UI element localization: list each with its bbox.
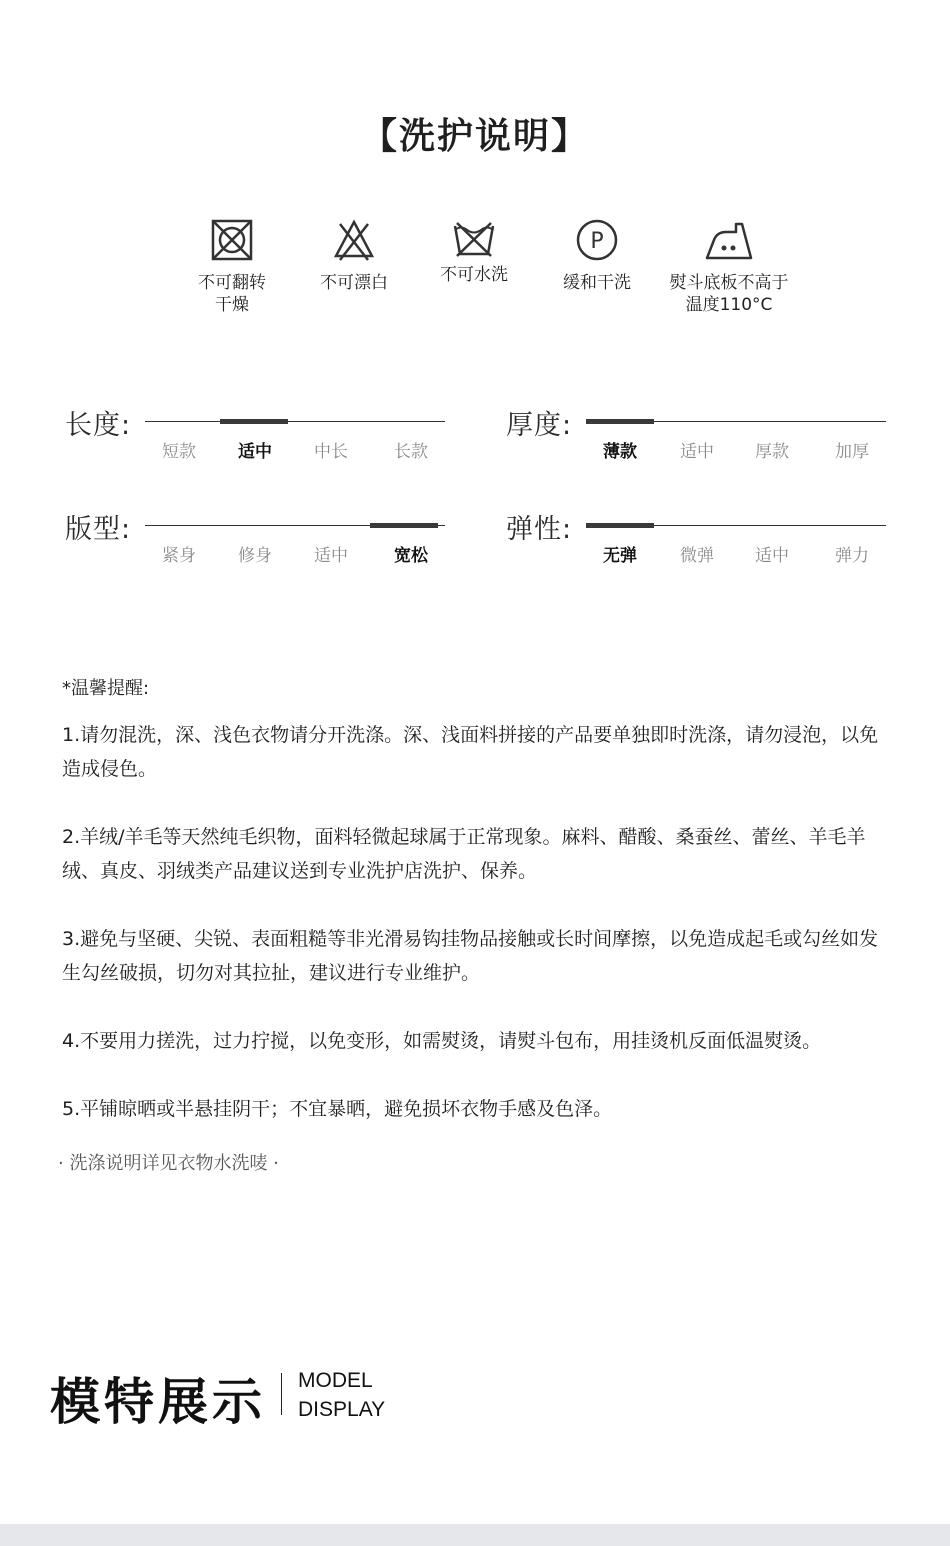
bottom-band bbox=[0, 1524, 950, 1546]
thickness-option: 厚款 bbox=[755, 442, 789, 462]
thickness-scale-indicator bbox=[586, 419, 654, 424]
tip-item: 3.避免与坚硬、尖锐、表面粗糙等非光滑易钩挂物品接触或长时间摩擦，以免造成起毛或勾丝如发生勾丝破损，切勿对其拉扯，建议进行专业维护。 bbox=[62, 928, 879, 984]
no-tumble-dry-icon bbox=[210, 218, 254, 262]
care-label: 熨斗底板不高于 温度110°C bbox=[669, 273, 789, 315]
length-scale-indicator bbox=[220, 419, 288, 424]
care-item-no-wash bbox=[404, 220, 544, 286]
tip-item: 4.不要用力搓洗，过力拧搅，以免变形，如需熨烫，请熨斗包布，用挂烫机反面低温熨烫。 bbox=[62, 1030, 822, 1052]
length-label: 长度: bbox=[65, 410, 132, 441]
elasticity-scale-indicator bbox=[586, 523, 654, 528]
tip-item: 5.平铺晾晒或半悬挂阴干；不宜暴晒，避免损坏衣物手感及色泽。 bbox=[62, 1098, 613, 1120]
model-section-subtitle: MODEL DISPLAY bbox=[298, 1369, 386, 1421]
thickness-option: 加厚 bbox=[835, 442, 869, 462]
thickness-option: 适中 bbox=[680, 442, 714, 462]
no-bleach-icon bbox=[332, 218, 376, 262]
length-option: 长款 bbox=[394, 442, 428, 462]
care-item-no-tumble-dry bbox=[162, 218, 302, 316]
care-instructions-title: 【洗护说明】 bbox=[360, 116, 589, 157]
tips-footnote: · 洗涤说明详见衣物水洗唛 · bbox=[58, 1153, 279, 1174]
fit-option: 适中 bbox=[314, 546, 348, 566]
elasticity-label: 弹性: bbox=[506, 514, 573, 545]
elasticity-option: 无弹 bbox=[603, 546, 637, 566]
length-option: 中长 bbox=[314, 442, 348, 462]
fit-option: 修身 bbox=[238, 546, 272, 566]
elasticity-option: 适中 bbox=[755, 546, 789, 566]
care-item-iron-low-temp bbox=[659, 218, 799, 316]
care-item-no-bleach bbox=[284, 218, 424, 294]
thickness-label: 厚度: bbox=[506, 410, 573, 441]
tips-heading: *温馨提醒: bbox=[62, 678, 150, 699]
care-label: 不可漂白 bbox=[320, 273, 388, 293]
fit-scale-indicator bbox=[370, 523, 438, 528]
thickness-option: 薄款 bbox=[603, 442, 637, 462]
tip-item: 2.羊绒/羊毛等天然纯毛织物，面料轻微起球属于正常现象。麻料、醋酸、桑蚕丝、蕾丝、羊毛羊绒、真皮、羽绒类产品建议送到专业洗护店洗护、保养。 bbox=[62, 826, 866, 882]
no-wash-icon bbox=[452, 220, 496, 258]
iron-low-temp-icon bbox=[704, 218, 754, 262]
length-scale-line bbox=[145, 421, 445, 422]
tip-item: 1.请勿混洗，深、浅色衣物请分开洗涤。深、浅面料拼接的产品要单独即时洗涤，请勿浸泡，以免造成侵色。 bbox=[62, 724, 879, 780]
care-label: 不可水洗 bbox=[440, 265, 508, 285]
elasticity-option: 微弹 bbox=[680, 546, 714, 566]
gentle-dry-clean-icon bbox=[575, 218, 619, 262]
fit-option: 紧身 bbox=[162, 546, 196, 566]
fit-option: 宽松 bbox=[394, 546, 428, 566]
elasticity-option: 弹力 bbox=[835, 546, 869, 566]
model-section-title: 模特展示 bbox=[50, 1373, 266, 1431]
model-title-divider bbox=[281, 1373, 282, 1415]
care-label: 不可翻转 干燥 bbox=[198, 273, 266, 315]
care-label: 缓和干洗 bbox=[563, 273, 631, 293]
length-option: 短款 bbox=[162, 442, 196, 462]
length-option: 适中 bbox=[238, 442, 272, 462]
care-item-gentle-dry-clean bbox=[527, 218, 667, 294]
fit-label: 版型: bbox=[65, 514, 132, 545]
dry-clean-symbol: P bbox=[590, 229, 604, 254]
